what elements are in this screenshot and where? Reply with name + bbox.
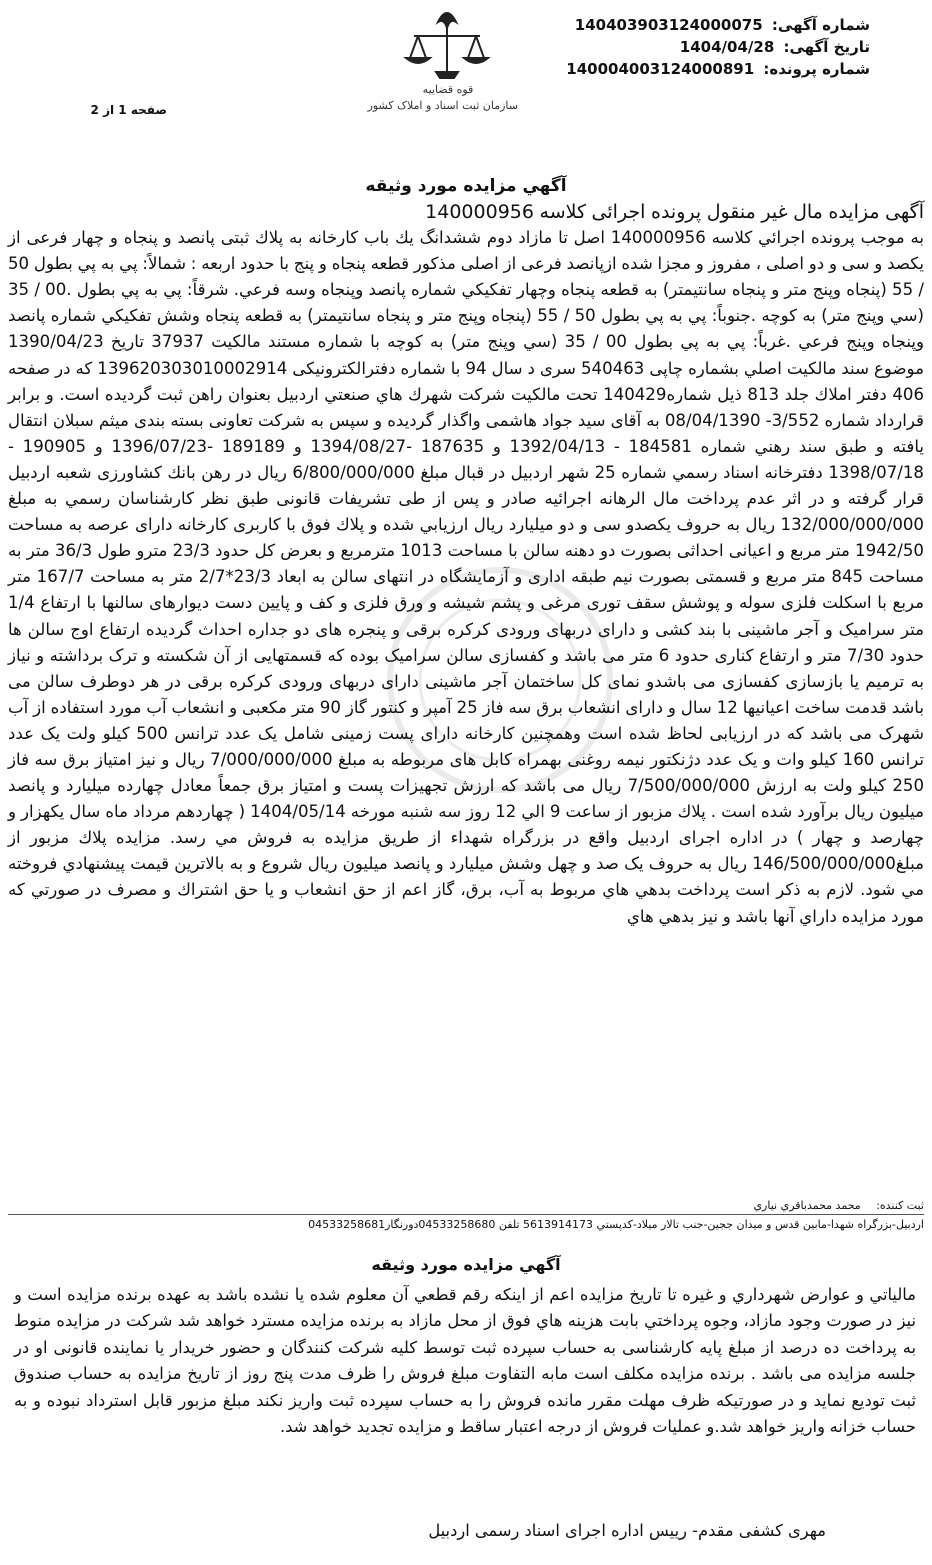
case-number: 140004003124000891 — [566, 60, 755, 78]
ad-date-label: تاریخ آگهی: — [783, 38, 870, 56]
notice-body — [8, 199, 924, 930]
registrar-name: محمد محمدباقري نياري — [753, 1199, 861, 1212]
emblem-line-organization: سازمان ثبت اسناد و املاک کشور — [367, 99, 518, 112]
ad-number: 140403903124000075 — [574, 16, 763, 34]
notice-body-continued — [14, 1282, 916, 1440]
registrar-line — [8, 1198, 924, 1215]
ad-date: 1404/04/28 — [679, 38, 775, 56]
notice-body-text: به موجب پرونده اجرائي كلاسه 140000956 اصل تا مازاد دوم ششدانگ يك باب كارخانه به پلاك ثبتی پانصد و پنجاه و چهار فرعی از يکصد و سی و دو اصلی ، مفروز و مجزا شده ازپانصد فرعی از اصلی مذکور قطعه پنجاه و پنج با حدود اربعه : شمالاً: پي به پي بطول 50 / 55 (پنجاه وپنج متر و پنجاه سانتيمتر) به قطعه پنجاه وچهار تفكيكي شماره پانصد وپنجاه وسه فرعي. شرقاً: پي به پي بطول .00 / 35 (سي وپنج متر) به كوچه .جنوباً: پي به پي بطول 50 / 55 (پنجاه وپنج متر و پنجاه سانتيمتر) به قطعه پنجاه وشش تفكيكي شماره پانصد وپنجاه وپنج فرعي .غرباً: پي به پي بطول 00 / 35 (سي وپنج متر) به كوچه با شماره مستند مالكيت 37937 تاريخ 1390/04/23 موضوع سند مالكيت اصلي بشماره چاپی 540463 سری د سال 94 با شماره دفترالکترونیکی 139620303010002914 که در صفحه 406 دفتر املاك جلد 813 ذيل شماره140429 تحت مالكيت شركت شهرك هاي صنعتي اردبيل بعنوان راهن ثبت گرديده است. و برابر قرارداد شماره 3/552- 08/04/1390 به آقای سيد جواد هاشمی واگذار گرديده و سپس به شركت تعاونی بسته بندی ميثم سبلان انتقال يافته و طبق سند رهني شماره 184581 - 1392/04/13 و 187635 -1394/08/27 و 189189 -1396/07/23 و 190905 - 1398/07/18 دفترخانه اسناد رسمي شماره 25 شهر اردبيل در قبال مبلغ 6/800/000/000 ريال در رهن بانك كشاورزی شعبه اردبيل قرار گرفته و در اثر عدم پرداخت مال الرهانه اجرائيه صادر و پس از طی تشريفات قانونی طبق نظر كارشناسان رسمي به مبلغ 132/000/000/000 ريال به حروف يکصدو سی و دو ميليارد ريال ارزيابي شده و پلاك فوق با كاربری كارخانه دارای عرصه به مساحت 1942/50 متر مربع و اعيانی احداثی بصورت دو دهنه سالن با مساحت 1013 مترمربع و بعرض كل حدود 23/3 مترو طول 36/3 متر به مساحت 845 متر مربع و قسمتی بصورت نيم طبقه اداری و آزمايشگاه در انتهای سالن به ابعاد 23/3*2/7 متر به مساحت 167/7 متر مربع با اسكلت فلزی سوله و پوشش سقف توری مرغی و پشم شيشه و ورق فلزی و كف و پايين دست ديوارهای سالنها با ارتفاع 1/4 متر سراميک و آجر ماشينی با بند كشی و دارای دربهای ورودی كركره برقی و پنجره های دو جداره احداث گرديده ارتفاع اوج سالن ها حدود 7/30 متر و ارتفاع كناری حدود 6 متر می باشد و كفسازی سالن سراميک بوده كه قسمتهايی از آن شكسته و ترک برداشته و نياز به ترميم يا بازسازی كفسازی می باشدو نمای كل ساختمان آجر ماشينی دارای دربهای ورودی كركره برقی در هر دوطرف سالن می باشد قدمت ساخت اعيانيها 12 سال و دارای انشعاب برق سه فاز 25 آمپر و كنتور گاز 90 متر مكعبی و انشعاب آب مورد استفاده از آب شهرک می باشد كه در ارزيابی لحاظ شده است وهمچنين كارخانه دارای پست زمينی شامل يک عدد ترانس 500 كيلو ولت يک عدد ترانس 160 كيلو وات و يک عدد دژنكتور نيمه روغنی بهمراه كابل های مربوطه به مبلغ 7/000/000/000 ريال و نيز امتياز برق سه فاز 250 كيلو ولت به ارزش 7/500/000/000 ريال می باشد كه ارزش تجهيزات پست و امتياز برق جمعاً معادل چهارده ميليارد و پانصد ميليون ريال برآورد شده است . پلاك مزبور از ساعت 9 الي 12 روز سه شنبه مورخه 1404/05/14 ( چهاردهم مرداد ماه سال يكهزار و چهارصد و چهار ) در اداره اجرای اردبيل واقع در بزرگراه شهداء از طريق مزايده به فروش مي رسد. مزايده پلاك مزبور از مبلغ146/500/000/000 ريال به حروف يک صد و چهل وشش ميليارد و پانصد ميليون ريال شروع و به بالاترين قيمت پيشنهادي فروخته مي شود. لازم به ذكر است پرداخت بدهي هاي مربوط به آب، برق، گاز اعم از حق انشعاب و يا حق اشتراك و مصرف در صورتي كه مورد مزايده داراي آنها باشد و نيز بدهي هاي — [8, 228, 925, 926]
office-address: اردبيل-بزرگراه شهدا-مابين قدس و ميدان ججين-جنب تالار ميلاد-کدپستي 5613914173 تلفن 04533258680دورنگار04533258681 — [308, 1218, 924, 1231]
registrar-label: ثبت کننده: — [876, 1199, 924, 1212]
emblem-line-judiciary: قوه قضاییه — [422, 83, 474, 96]
ad-date-row — [540, 36, 870, 58]
notice-title: آگهي مزايده مورد وثيقه — [365, 176, 567, 196]
ad-number-label: شماره آگهی: — [771, 16, 870, 34]
judiciary-emblem-icon — [392, 2, 502, 142]
case-number-row — [540, 58, 870, 80]
ad-number-row — [540, 14, 870, 36]
notice-body-continued-text: مالياتي و عوارض شهرداري و غيره تا تاريخ مزايده اعم از اينكه رقم قطعي آن معلوم شده يا نشده باشد به عهده برنده مزايده است و نيز در صورت وجود مازاد، وجوه پرداختي بابت هزينه هاي فوق از محل مازاد به برنده مزايده مسترد خواهد شد شركت در مزايده منوط به پرداخت ده درصد از مبلغ پايه كارشناسی به حساب سپرده ثبت توسط كليه شركت كنندگان و حضور خريدار يا نماينده قانونی او در جلسه مزايده می باشد . برنده مزايده مكلف است مابه التفاوت مبلغ فروش را ظرف مدت پنج روز از تاريخ مزايده به حساب صندوق ثبت توديع نمايد و در صورتيكه ظرف مهلت مقرر مانده فروش را به حساب سپرده ثبت واريز نكند مبلغ مزبور قابل استرداد نبوده و به حساب خزانه واريز خواهد شد.و عمليات فروش از درجه اعتبار ساقط و مزايده تجديد خواهد شد. — [14, 1285, 916, 1437]
emblem-caption — [367, 82, 518, 114]
signature-closing: مهری كشفی مقدم- رييس اداره اجرای اسناد رسمی اردبيل — [428, 1521, 826, 1540]
notice-metadata — [540, 14, 870, 80]
notice-subtitle: آگهی مزايده مال غير منقول پرونده اجرائی کلاسه 140000956 — [425, 201, 924, 223]
page-indicator: صفحه 1 از 2 — [90, 103, 167, 117]
notice-title-continued: آگهي مزايده مورد وثيقه — [371, 1255, 561, 1274]
case-number-label: شماره پرونده: — [763, 60, 870, 78]
